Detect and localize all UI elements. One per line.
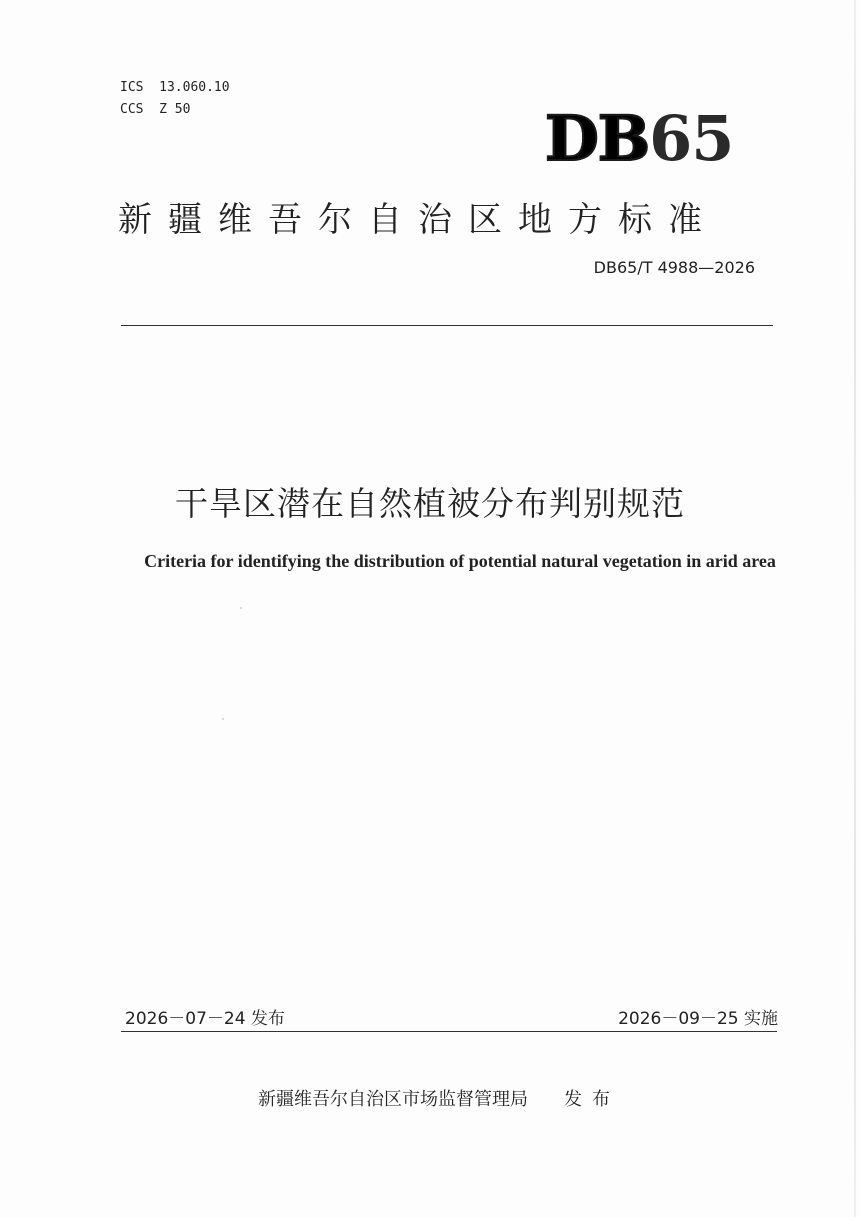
issuer-name: 新疆维吾尔自治区市场监督管理局 <box>258 1089 528 1110</box>
issue-date: 2026－07－24 发布 <box>125 1009 285 1029</box>
scan-speck <box>240 607 242 609</box>
logo-letters: DB <box>545 102 650 175</box>
scan-speck <box>222 718 224 720</box>
issuer-line <box>258 1085 620 1111</box>
ics-code: ICS 13.060.10 <box>120 80 230 95</box>
title-english: Criteria for identifying the distribution of potential natural vegetation in arid area <box>144 551 776 571</box>
bottom-divider <box>121 1031 777 1032</box>
issuer-action: 发布 <box>564 1089 620 1110</box>
scan-edge-artifact <box>854 0 856 1217</box>
standard-type-title: 新疆维吾尔自治区地方标准 <box>118 200 718 240</box>
standard-code: DB65/T 4988—2026 <box>593 258 755 277</box>
logo-number: 65 <box>649 102 734 175</box>
title-chinese: 干旱区潜在自然植被分布判别规范 <box>175 484 685 523</box>
top-divider <box>121 325 773 326</box>
implementation-date: 2026－09－25 实施 <box>618 1009 778 1029</box>
ccs-code: CCS Z 50 <box>120 102 191 117</box>
db65-logo <box>545 102 734 175</box>
classification-codes <box>120 77 230 121</box>
